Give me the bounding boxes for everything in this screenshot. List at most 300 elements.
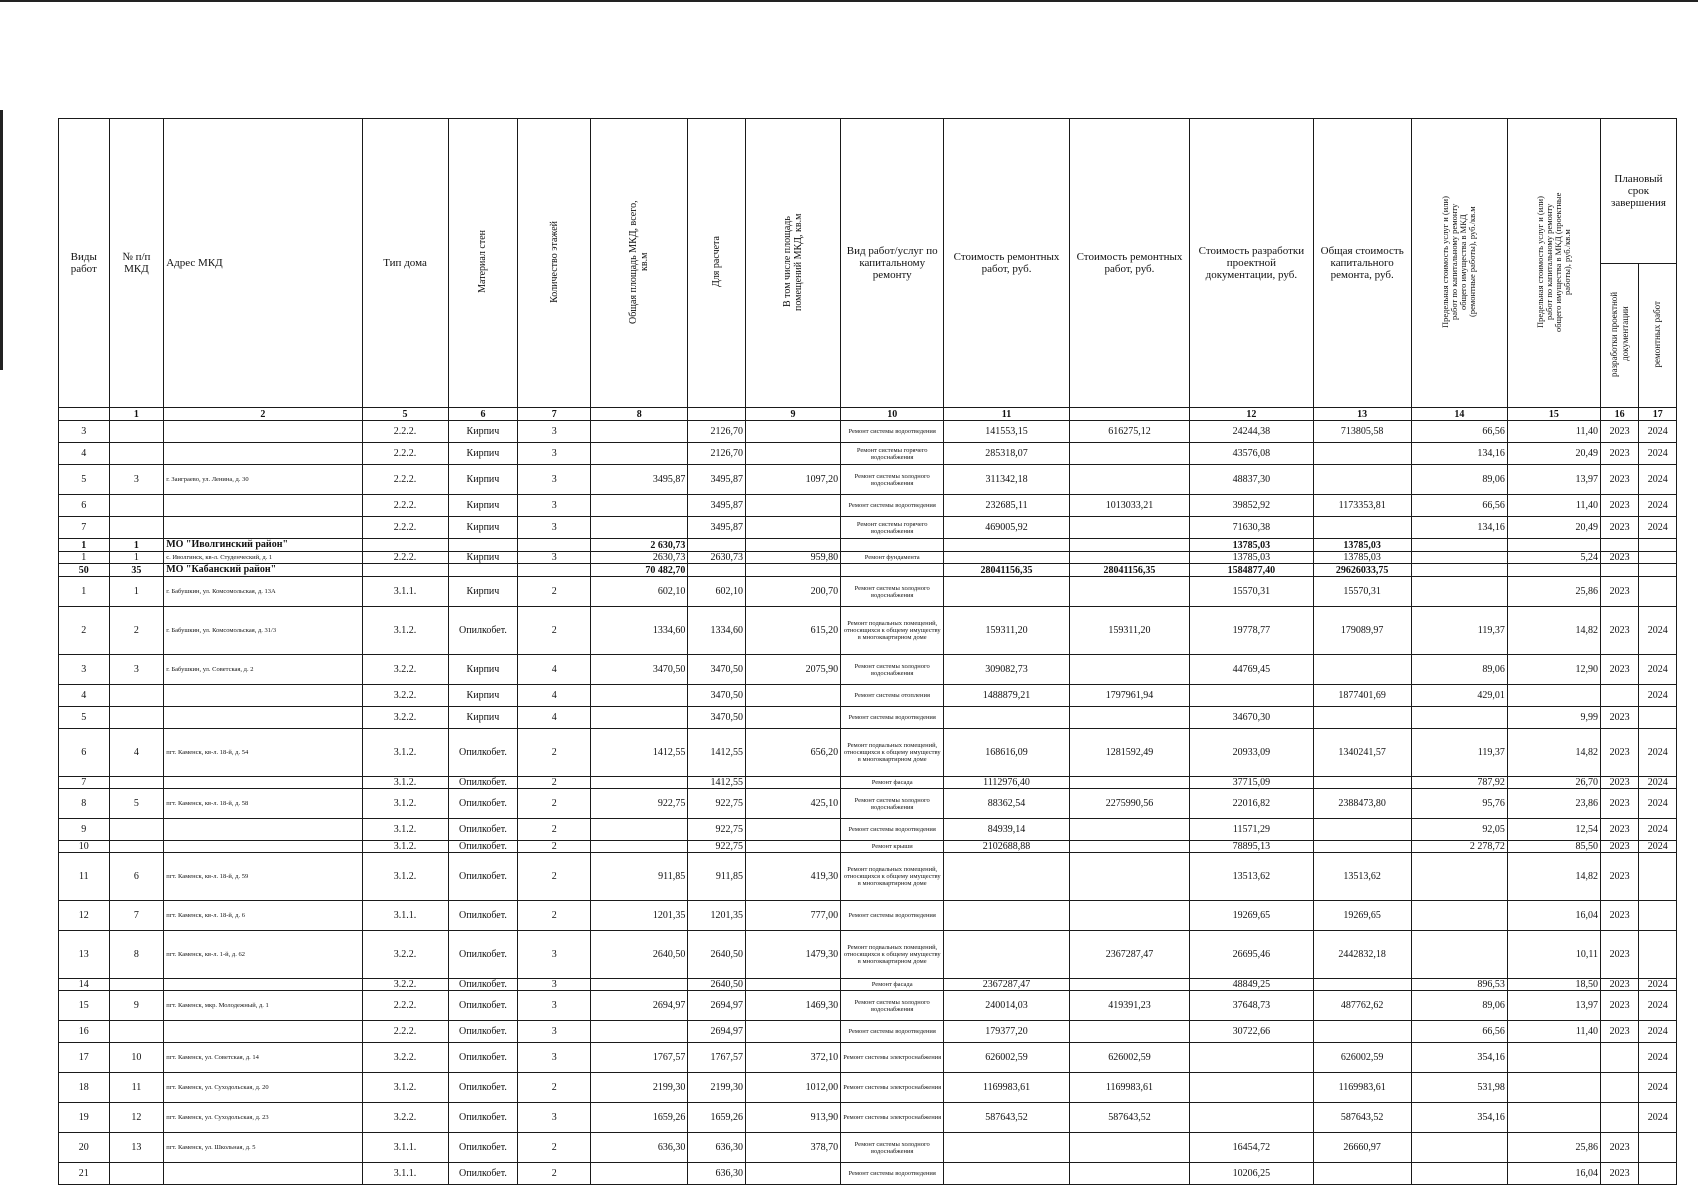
table-row bbox=[59, 991, 1677, 1021]
row-total-area bbox=[591, 841, 688, 853]
row-repair-cost bbox=[944, 539, 1069, 552]
row-design-cost: 43576,08 bbox=[1190, 443, 1313, 465]
row-floors: 2 bbox=[518, 901, 591, 931]
row-address: г. Бабушкин, ул. Советская, д. 2 bbox=[164, 655, 362, 685]
table-row bbox=[59, 1073, 1677, 1103]
row-wall-material: Опилкобет. bbox=[448, 1043, 518, 1073]
row-total-cost bbox=[1313, 655, 1411, 685]
row-deadline-design: 2023 bbox=[1600, 789, 1638, 819]
row-deadline-design: 2023 bbox=[1600, 465, 1638, 495]
column-number: 2 bbox=[164, 408, 362, 421]
column-number: 7 bbox=[518, 408, 591, 421]
row-deadline-design: 2023 bbox=[1600, 991, 1638, 1021]
row-work-index: 3 bbox=[59, 421, 110, 443]
table-row bbox=[59, 819, 1677, 841]
row-work-kind: Ремонт системы водоотведения bbox=[841, 707, 944, 729]
row-repair-cost: 141553,15 bbox=[944, 421, 1069, 443]
row-address: пгт. Каменск, кв-л. 18-й, д. 6 bbox=[164, 901, 362, 931]
row-repair-cost: 179377,20 bbox=[944, 1021, 1069, 1043]
row-floors: 3 bbox=[518, 1103, 591, 1133]
row-house-type: 3.2.2. bbox=[362, 1103, 448, 1133]
row-work-index: 16 bbox=[59, 1021, 110, 1043]
row-calc-area: 1201,35 bbox=[688, 901, 746, 931]
row-total-cost bbox=[1313, 465, 1411, 495]
row-work-kind: Ремонт системы водоотведения bbox=[841, 819, 944, 841]
row-repair-cost-total bbox=[1069, 655, 1189, 685]
row-premises-area: 372,10 bbox=[745, 1043, 840, 1073]
row-wall-material: Кирпич bbox=[448, 421, 518, 443]
row-wall-material: Опилкобет. bbox=[448, 1021, 518, 1043]
row-limit-design: 14,82 bbox=[1507, 853, 1600, 901]
row-work-index: 2 bbox=[59, 607, 110, 655]
row-work-index: 11 bbox=[59, 853, 110, 901]
row-building-number: 13 bbox=[109, 1133, 164, 1163]
row-wall-material: Кирпич bbox=[448, 443, 518, 465]
row-building-number bbox=[109, 841, 164, 853]
row-building-number bbox=[109, 517, 164, 539]
row-limit-repair: 119,37 bbox=[1411, 729, 1507, 777]
row-house-type: 3.1.2. bbox=[362, 729, 448, 777]
row-work-kind: Ремонт фасада bbox=[841, 777, 944, 789]
row-total-area bbox=[591, 421, 688, 443]
row-deadline-repair: 2024 bbox=[1639, 777, 1677, 789]
row-calc-area bbox=[688, 564, 746, 577]
row-work-kind: Ремонт крыши bbox=[841, 841, 944, 853]
row-deadline-repair bbox=[1639, 901, 1677, 931]
row-building-number bbox=[109, 1163, 164, 1185]
row-repair-cost-total: 1169983,61 bbox=[1069, 1073, 1189, 1103]
row-building-number bbox=[109, 1021, 164, 1043]
row-premises-area: 1479,30 bbox=[745, 931, 840, 979]
row-repair-cost bbox=[944, 853, 1069, 901]
table-body bbox=[59, 421, 1677, 1185]
row-total-area bbox=[591, 979, 688, 991]
row-total-cost: 1877401,69 bbox=[1313, 685, 1411, 707]
row-work-index: 9 bbox=[59, 819, 110, 841]
row-floors: 4 bbox=[518, 707, 591, 729]
row-address: МО "Иволгинский район" bbox=[164, 539, 362, 552]
row-calc-area: 2694,97 bbox=[688, 991, 746, 1021]
row-premises-area bbox=[745, 707, 840, 729]
row-repair-cost-total: 1797961,94 bbox=[1069, 685, 1189, 707]
header-repair-cost-total: Стоимость ремонтных работ, руб. bbox=[1069, 119, 1189, 408]
row-address: МО "Кабанский район" bbox=[164, 564, 362, 577]
table-row bbox=[59, 607, 1677, 655]
column-number: 11 bbox=[944, 408, 1069, 421]
row-address bbox=[164, 1163, 362, 1185]
row-work-index: 8 bbox=[59, 789, 110, 819]
row-work-index: 18 bbox=[59, 1073, 110, 1103]
row-total-cost bbox=[1313, 979, 1411, 991]
row-house-type: 2.2.2. bbox=[362, 1021, 448, 1043]
row-calc-area: 2640,50 bbox=[688, 931, 746, 979]
row-total-cost bbox=[1313, 517, 1411, 539]
row-repair-cost: 88362,54 bbox=[944, 789, 1069, 819]
row-deadline-design bbox=[1600, 564, 1638, 577]
header-house-type: Тип дома bbox=[362, 119, 448, 408]
row-deadline-design: 2023 bbox=[1600, 495, 1638, 517]
table-row bbox=[59, 1043, 1677, 1073]
row-address bbox=[164, 421, 362, 443]
header-total-area: Общая площадь МКД, всего, кв.м bbox=[628, 199, 651, 324]
row-building-number bbox=[109, 495, 164, 517]
row-limit-design: 16,04 bbox=[1507, 1163, 1600, 1185]
row-calc-area: 922,75 bbox=[688, 841, 746, 853]
row-repair-cost-total: 419391,23 bbox=[1069, 991, 1189, 1021]
row-house-type: 2.2.2. bbox=[362, 495, 448, 517]
row-building-number: 1 bbox=[109, 577, 164, 607]
row-work-kind bbox=[841, 564, 944, 577]
row-design-cost: 48837,30 bbox=[1190, 465, 1313, 495]
row-repair-cost bbox=[944, 931, 1069, 979]
row-work-kind: Ремонт системы водоотведения bbox=[841, 1163, 944, 1185]
row-total-cost: 179089,97 bbox=[1313, 607, 1411, 655]
header-row bbox=[59, 119, 1677, 264]
table-row bbox=[59, 841, 1677, 853]
row-design-cost: 1584877,40 bbox=[1190, 564, 1313, 577]
row-total-area: 1201,35 bbox=[591, 901, 688, 931]
table-row bbox=[59, 552, 1677, 564]
row-deadline-design: 2023 bbox=[1600, 577, 1638, 607]
row-address bbox=[164, 443, 362, 465]
row-limit-repair: 787,92 bbox=[1411, 777, 1507, 789]
row-wall-material bbox=[448, 539, 518, 552]
column-number: 15 bbox=[1507, 408, 1600, 421]
row-building-number bbox=[109, 819, 164, 841]
row-limit-repair: 896,53 bbox=[1411, 979, 1507, 991]
header-deadline-design: разработки проектной документации bbox=[1608, 291, 1630, 377]
row-work-index: 7 bbox=[59, 777, 110, 789]
row-deadline-design: 2023 bbox=[1600, 552, 1638, 564]
row-design-cost: 39852,92 bbox=[1190, 495, 1313, 517]
row-total-cost: 1173353,81 bbox=[1313, 495, 1411, 517]
row-total-cost bbox=[1313, 443, 1411, 465]
row-repair-cost-total bbox=[1069, 465, 1189, 495]
row-design-cost bbox=[1190, 1073, 1313, 1103]
row-repair-cost-total: 616275,12 bbox=[1069, 421, 1189, 443]
row-limit-design: 10,11 bbox=[1507, 931, 1600, 979]
row-wall-material: Опилкобет. bbox=[448, 931, 518, 979]
row-premises-area: 378,70 bbox=[745, 1133, 840, 1163]
row-calc-area: 2126,70 bbox=[688, 421, 746, 443]
row-building-number: 5 bbox=[109, 789, 164, 819]
row-work-kind: Ремонт системы электроснабжения bbox=[841, 1073, 944, 1103]
row-floors: 4 bbox=[518, 655, 591, 685]
column-number-row bbox=[59, 408, 1677, 421]
column-number bbox=[688, 408, 746, 421]
row-design-cost: 71630,38 bbox=[1190, 517, 1313, 539]
header-limit-design-per-sqm: Предельная стоимость услуг и (или) работ по капитальному ремонту общего имущества в МКД (проектные работы), руб./кв.м bbox=[1534, 191, 1572, 332]
table-row bbox=[59, 1021, 1677, 1043]
row-work-index: 15 bbox=[59, 991, 110, 1021]
row-work-kind: Ремонт системы электроснабжения bbox=[841, 1043, 944, 1073]
row-premises-area: 959,80 bbox=[745, 552, 840, 564]
repair-program-table-sheet bbox=[58, 118, 1677, 1185]
row-limit-design: 5,24 bbox=[1507, 552, 1600, 564]
row-wall-material: Опилкобет. bbox=[448, 991, 518, 1021]
row-deadline-design bbox=[1600, 1103, 1638, 1133]
row-floors: 2 bbox=[518, 777, 591, 789]
row-floors: 3 bbox=[518, 1021, 591, 1043]
row-total-area bbox=[591, 685, 688, 707]
row-limit-design bbox=[1507, 1073, 1600, 1103]
row-limit-design: 13,97 bbox=[1507, 991, 1600, 1021]
row-total-area: 602,10 bbox=[591, 577, 688, 607]
row-repair-cost: 626002,59 bbox=[944, 1043, 1069, 1073]
row-deadline-design bbox=[1600, 1043, 1638, 1073]
table-row bbox=[59, 853, 1677, 901]
header-deadline-repair: ремонтных работ bbox=[1652, 300, 1663, 368]
table-row bbox=[59, 465, 1677, 495]
row-limit-design: 16,04 bbox=[1507, 901, 1600, 931]
top-border-line bbox=[0, 0, 1698, 2]
row-repair-cost-total: 28041156,35 bbox=[1069, 564, 1189, 577]
row-wall-material: Опилкобет. bbox=[448, 979, 518, 991]
row-design-cost: 13785,03 bbox=[1190, 552, 1313, 564]
row-total-area bbox=[591, 517, 688, 539]
row-total-cost bbox=[1313, 1163, 1411, 1185]
row-deadline-design: 2023 bbox=[1600, 819, 1638, 841]
row-total-area: 1334,60 bbox=[591, 607, 688, 655]
row-work-index: 4 bbox=[59, 685, 110, 707]
row-work-kind: Ремонт фундамента bbox=[841, 552, 944, 564]
row-limit-repair bbox=[1411, 853, 1507, 901]
header-planned-deadline: Плановый срок завершения bbox=[1600, 119, 1676, 264]
row-total-area: 2694,97 bbox=[591, 991, 688, 1021]
row-building-number: 3 bbox=[109, 655, 164, 685]
row-design-cost: 13513,62 bbox=[1190, 853, 1313, 901]
row-premises-area: 1469,30 bbox=[745, 991, 840, 1021]
row-limit-repair bbox=[1411, 564, 1507, 577]
row-limit-repair: 66,56 bbox=[1411, 1021, 1507, 1043]
row-limit-design: 18,50 bbox=[1507, 979, 1600, 991]
header-limit-repair-per-sqm: Предельная стоимость услуг и (или) работ по капитальному ремонту общего имущества в МКД (ремонтные работы), руб./кв.м bbox=[1440, 195, 1478, 328]
row-premises-area bbox=[745, 685, 840, 707]
row-address bbox=[164, 495, 362, 517]
row-work-kind: Ремонт подвальных помещений, относящихся к общему имуществу в многоквартирном доме bbox=[841, 729, 944, 777]
row-house-type: 3.1.1. bbox=[362, 577, 448, 607]
row-work-kind: Ремонт системы горячего водоснабжения bbox=[841, 443, 944, 465]
row-house-type: 2.2.2. bbox=[362, 517, 448, 539]
header-for-calculation: Для расчета bbox=[711, 236, 723, 287]
row-calc-area: 2694,97 bbox=[688, 1021, 746, 1043]
row-deadline-repair bbox=[1639, 552, 1677, 564]
row-house-type: 3.1.2. bbox=[362, 607, 448, 655]
row-house-type: 2.2.2. bbox=[362, 991, 448, 1021]
row-address: пгт. Каменск, ул. Советская, д. 14 bbox=[164, 1043, 362, 1073]
row-deadline-design: 2023 bbox=[1600, 931, 1638, 979]
row-floors: 2 bbox=[518, 729, 591, 777]
row-repair-cost: 240014,03 bbox=[944, 991, 1069, 1021]
row-floors: 3 bbox=[518, 443, 591, 465]
row-floors: 2 bbox=[518, 789, 591, 819]
row-premises-area: 913,90 bbox=[745, 1103, 840, 1133]
row-calc-area: 3495,87 bbox=[688, 495, 746, 517]
row-limit-design: 11,40 bbox=[1507, 1021, 1600, 1043]
row-repair-cost bbox=[944, 577, 1069, 607]
row-deadline-design: 2023 bbox=[1600, 517, 1638, 539]
row-calc-area bbox=[688, 539, 746, 552]
row-limit-repair bbox=[1411, 901, 1507, 931]
row-repair-cost: 2102688,88 bbox=[944, 841, 1069, 853]
row-deadline-repair: 2024 bbox=[1639, 841, 1677, 853]
row-work-index: 13 bbox=[59, 931, 110, 979]
row-repair-cost-total: 2367287,47 bbox=[1069, 931, 1189, 979]
row-limit-design: 13,97 bbox=[1507, 465, 1600, 495]
row-premises-area: 200,70 bbox=[745, 577, 840, 607]
row-deadline-repair: 2024 bbox=[1639, 421, 1677, 443]
row-work-index: 10 bbox=[59, 841, 110, 853]
row-wall-material: Кирпич bbox=[448, 495, 518, 517]
row-house-type: 2.2.2. bbox=[362, 465, 448, 495]
row-limit-repair bbox=[1411, 1163, 1507, 1185]
row-work-kind: Ремонт системы холодного водоснабжения bbox=[841, 789, 944, 819]
row-floors: 2 bbox=[518, 819, 591, 841]
row-premises-area: 777,00 bbox=[745, 901, 840, 931]
row-work-kind: Ремонт фасада bbox=[841, 979, 944, 991]
row-design-cost: 13785,03 bbox=[1190, 539, 1313, 552]
row-limit-repair: 89,06 bbox=[1411, 991, 1507, 1021]
row-design-cost bbox=[1190, 1103, 1313, 1133]
row-floors: 3 bbox=[518, 1043, 591, 1073]
row-wall-material: Опилкобет. bbox=[448, 607, 518, 655]
row-work-index: 7 bbox=[59, 517, 110, 539]
row-repair-cost-total bbox=[1069, 552, 1189, 564]
row-repair-cost bbox=[944, 552, 1069, 564]
row-house-type: 2.2.2. bbox=[362, 421, 448, 443]
row-house-type: 3.2.2. bbox=[362, 979, 448, 991]
row-premises-area bbox=[745, 777, 840, 789]
row-work-index: 12 bbox=[59, 901, 110, 931]
row-deadline-repair bbox=[1639, 564, 1677, 577]
row-total-area bbox=[591, 495, 688, 517]
row-total-area bbox=[591, 819, 688, 841]
row-wall-material: Опилкобет. bbox=[448, 789, 518, 819]
row-design-cost bbox=[1190, 685, 1313, 707]
column-number: 6 bbox=[448, 408, 518, 421]
row-work-kind: Ремонт системы холодного водоснабжения bbox=[841, 655, 944, 685]
row-house-type: 3.1.2. bbox=[362, 777, 448, 789]
row-calc-area: 3495,87 bbox=[688, 465, 746, 495]
table-row bbox=[59, 1163, 1677, 1185]
row-total-area: 2 630,73 bbox=[591, 539, 688, 552]
row-address: пгт. Каменск, ул. Суходольская, д. 23 bbox=[164, 1103, 362, 1133]
row-deadline-design: 2023 bbox=[1600, 421, 1638, 443]
row-deadline-design bbox=[1600, 1073, 1638, 1103]
row-premises-area bbox=[745, 443, 840, 465]
header-address: Адрес МКД bbox=[164, 119, 362, 408]
row-premises-area bbox=[745, 517, 840, 539]
row-work-index: 5 bbox=[59, 707, 110, 729]
row-floors: 2 bbox=[518, 841, 591, 853]
row-total-cost: 29626033,75 bbox=[1313, 564, 1411, 577]
row-deadline-repair: 2024 bbox=[1639, 1073, 1677, 1103]
row-deadline-repair: 2024 bbox=[1639, 729, 1677, 777]
row-address bbox=[164, 819, 362, 841]
row-premises-area bbox=[745, 421, 840, 443]
row-limit-design: 12,90 bbox=[1507, 655, 1600, 685]
row-limit-repair: 354,16 bbox=[1411, 1043, 1507, 1073]
row-calc-area: 911,85 bbox=[688, 853, 746, 901]
row-deadline-design: 2023 bbox=[1600, 443, 1638, 465]
header-work-type: Виды работ bbox=[59, 119, 110, 408]
row-calc-area: 1412,55 bbox=[688, 729, 746, 777]
table-row bbox=[59, 901, 1677, 931]
row-building-number: 10 bbox=[109, 1043, 164, 1073]
row-repair-cost bbox=[944, 1163, 1069, 1185]
row-total-area bbox=[591, 1163, 688, 1185]
row-wall-material bbox=[448, 564, 518, 577]
row-building-number bbox=[109, 685, 164, 707]
row-repair-cost: 159311,20 bbox=[944, 607, 1069, 655]
row-house-type bbox=[362, 564, 448, 577]
row-building-number: 2 bbox=[109, 607, 164, 655]
row-limit-repair: 89,06 bbox=[1411, 655, 1507, 685]
row-design-cost: 15570,31 bbox=[1190, 577, 1313, 607]
row-work-kind: Ремонт системы водоотведения bbox=[841, 1021, 944, 1043]
table-row bbox=[59, 789, 1677, 819]
row-floors: 3 bbox=[518, 991, 591, 1021]
row-limit-repair: 119,37 bbox=[1411, 607, 1507, 655]
row-design-cost: 10206,25 bbox=[1190, 1163, 1313, 1185]
column-number: 13 bbox=[1313, 408, 1411, 421]
row-total-area: 636,30 bbox=[591, 1133, 688, 1163]
row-total-cost: 13785,03 bbox=[1313, 539, 1411, 552]
row-total-area: 2199,30 bbox=[591, 1073, 688, 1103]
row-premises-area: 2075,90 bbox=[745, 655, 840, 685]
row-total-area bbox=[591, 1021, 688, 1043]
row-house-type: 3.1.1. bbox=[362, 901, 448, 931]
row-wall-material: Опилкобет. bbox=[448, 819, 518, 841]
row-wall-material: Кирпич bbox=[448, 707, 518, 729]
row-total-area: 1412,55 bbox=[591, 729, 688, 777]
row-design-cost bbox=[1190, 1043, 1313, 1073]
row-design-cost: 26695,46 bbox=[1190, 931, 1313, 979]
row-floors: 3 bbox=[518, 979, 591, 991]
row-deadline-design bbox=[1600, 539, 1638, 552]
row-limit-repair: 531,98 bbox=[1411, 1073, 1507, 1103]
left-margin-mark bbox=[0, 110, 3, 370]
row-wall-material: Опилкобет. bbox=[448, 1073, 518, 1103]
row-total-cost: 713805,58 bbox=[1313, 421, 1411, 443]
header-work-kind: Вид работ/услуг по капитальному ремонту bbox=[841, 119, 944, 408]
table-row bbox=[59, 707, 1677, 729]
row-premises-area bbox=[745, 1021, 840, 1043]
row-building-number bbox=[109, 707, 164, 729]
row-work-kind: Ремонт системы холодного водоснабжения bbox=[841, 991, 944, 1021]
row-total-cost: 13785,03 bbox=[1313, 552, 1411, 564]
row-total-area: 70 482,70 bbox=[591, 564, 688, 577]
row-building-number: 9 bbox=[109, 991, 164, 1021]
row-design-cost: 30722,66 bbox=[1190, 1021, 1313, 1043]
row-total-area: 3495,87 bbox=[591, 465, 688, 495]
row-design-cost: 37715,09 bbox=[1190, 777, 1313, 789]
row-building-number: 35 bbox=[109, 564, 164, 577]
row-premises-area bbox=[745, 841, 840, 853]
row-calc-area: 636,30 bbox=[688, 1133, 746, 1163]
row-building-number bbox=[109, 979, 164, 991]
row-deadline-repair bbox=[1639, 707, 1677, 729]
table-row bbox=[59, 1103, 1677, 1133]
row-work-index: 20 bbox=[59, 1133, 110, 1163]
row-floors: 2 bbox=[518, 607, 591, 655]
row-deadline-repair bbox=[1639, 931, 1677, 979]
row-limit-repair bbox=[1411, 577, 1507, 607]
row-limit-design: 11,40 bbox=[1507, 495, 1600, 517]
row-work-kind: Ремонт подвальных помещений, относящихся к общему имуществу в многоквартирном доме bbox=[841, 607, 944, 655]
row-deadline-design: 2023 bbox=[1600, 707, 1638, 729]
row-total-area: 922,75 bbox=[591, 789, 688, 819]
